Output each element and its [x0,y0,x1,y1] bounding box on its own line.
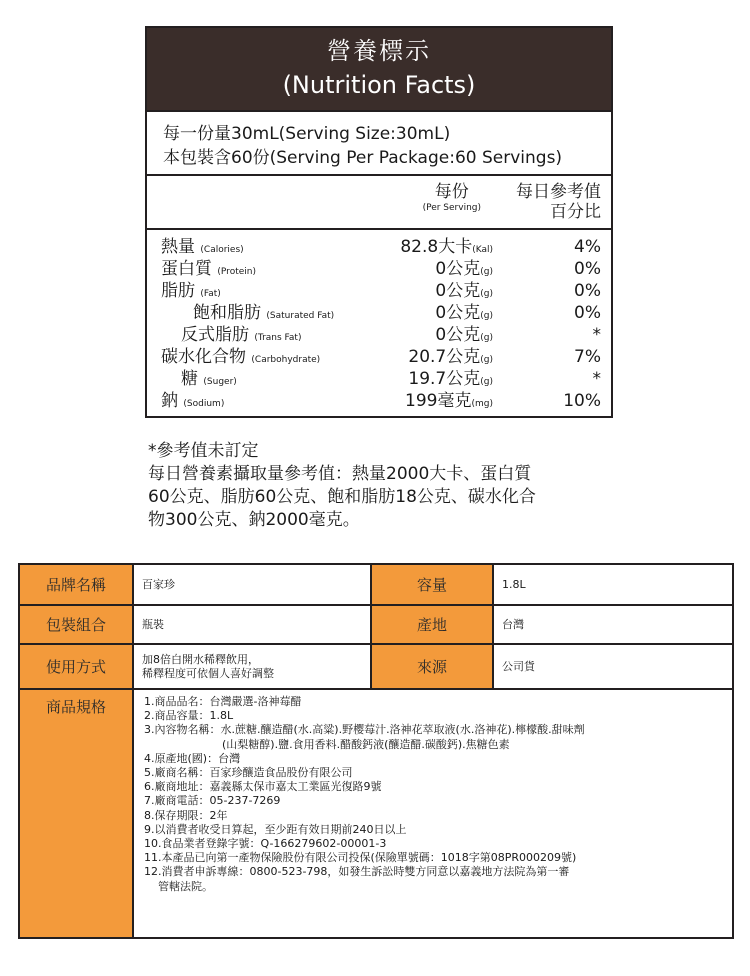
nutrient-dv: 0% [574,281,601,301]
daily-value-header [516,182,601,222]
note-line: *參考值未訂定 [148,441,259,461]
source-value: 公司貨 [493,644,733,689]
servings-per-package: 本包裝含60份(Serving Per Package:60 Servings) [163,148,563,168]
nutrient-dv: 7% [574,347,601,367]
nutrient-dv: * [592,325,601,345]
spec-line: 管轄法院。 [158,879,213,893]
nutrient-name: 熱量 (Calories) [161,237,244,257]
nutrient-amount: 0公克(g) [435,303,493,323]
brand-value: 百家珍 [133,564,371,605]
note-line: 每日營養素攝取量參考值：熱量2000大卡、蛋白質 [148,464,532,484]
nutrient-amount: 20.7公克(g) [408,347,493,367]
nutrition-header [147,28,611,112]
origin-value: 台灣 [493,605,733,644]
nutrient-amount: 199毫克(mg) [405,391,493,411]
nutrient-name: 碳水化合物 (Carbohydrate) [161,347,321,367]
nutrient-row-trans-fat [161,324,601,346]
nutrient-amount: 82.8大卡(Kal) [400,237,493,257]
nutrient-name: 鈉 (Sodium) [161,391,225,411]
nutrient-name: 脂肪 (Fat) [161,281,221,301]
nutrient-row-sodium [161,390,601,412]
spec-line: 12.消費者申訴專線：0800-523-798，如發生訴訟時雙方同意以嘉義地方法院為第一審 [144,865,570,879]
usage-value [133,644,371,689]
spec-line: 9.以消費者收受日算起，至少距有效日期前240日以上 [144,822,407,836]
nutrient-row-calories [161,236,601,258]
usage-line: 加8倍白開水稀釋飲用， [142,652,259,666]
nutrition-label [145,26,613,418]
spec-line: 3.內容物名稱：水.蔗糖.釀造醋(水.高粱).野樱莓汁.洛神花萃取液(水.洛神花).檸檬酸.甜味劑 [144,723,585,737]
spec-line: 11.本產品已向第一產物保險股份有限公司投保(保險單號碼：1018字第08PR000209號) [144,851,577,865]
per-serving-header-zh: 每份 [434,182,469,202]
capacity-label: 容量 [371,564,493,605]
origin-label: 產地 [371,605,493,644]
nutrient-name: 糖 (Suger) [181,369,237,389]
spec-line: 8.保存期限：2年 [144,808,228,822]
spec-value [133,689,733,938]
nutrient-row-protein [161,258,601,280]
spec-label: 商品規格 [19,689,133,938]
usage-line: 稀釋程度可依個人喜好調整 [142,666,274,680]
nutrition-title-en: (Nutrition Facts) [282,71,476,99]
nutrient-row-carbohydrate [161,346,601,368]
spec-line: 1.商品品名：台灣嚴選-洛神莓醋 [144,695,302,708]
capacity-value: 1.8L [493,564,733,605]
serving-info [147,112,611,176]
usage-label: 使用方式 [19,644,133,689]
brand-label: 品牌名稱 [19,564,133,605]
nutrition-title-zh: 營養標示 [327,37,431,65]
spec-line: (山梨糖醇).鹽.食用香料.醋酸鈣液(釀造醋.碳酸鈣).焦糖色素 [222,737,510,751]
column-headers [147,176,611,230]
nutrient-rows [147,230,611,416]
note-line: 60公克、脂肪60公克、飽和脂肪18公克、碳水化合 [148,487,536,507]
per-serving-header-en: (Per Serving) [422,203,481,213]
nutrition-note [148,440,618,532]
package-label: 包裝組合 [19,605,133,644]
nutrient-amount: 0公克(g) [435,259,493,279]
nutrient-amount: 0公克(g) [435,325,493,345]
spec-line: 4.原產地(國)：台灣 [144,751,241,765]
nutrient-name: 飽和脂肪 (Saturated Fat) [193,303,335,323]
spec-line: 6.廠商地址：嘉義縣太保市嘉太工業區光復路9號 [144,780,382,794]
spec-line: 2.商品容量：1.8L [144,709,234,723]
nutrient-row-fat [161,280,601,302]
daily-value-header-line2: 百分比 [550,202,601,222]
spec-line: 10.食品業者登錄字號：Q-166279602-00001-3 [144,837,387,851]
nutrient-dv: 0% [574,259,601,279]
spec-line: 7.廠商電話：05-237-7269 [144,794,281,808]
table-row [19,605,733,644]
table-row [19,689,733,938]
table-row [19,564,733,605]
source-label: 來源 [371,644,493,689]
table-row [19,644,733,689]
nutrient-amount: 19.7公克(g) [408,369,493,389]
package-value: 瓶裝 [133,605,371,644]
product-info-table [18,563,734,939]
daily-value-header-line1: 每日參考值 [516,182,601,202]
nutrient-amount: 0公克(g) [435,281,493,301]
nutrient-name: 反式脂肪 (Trans Fat) [181,325,302,345]
per-serving-header [423,182,481,214]
nutrient-row-sugar [161,368,601,390]
serving-size: 每一份量30mL(Serving Size:30mL) [163,124,451,144]
nutrient-dv: * [592,369,601,389]
nutrient-name: 蛋白質 (Protein) [161,259,256,279]
spec-line: 5.廠商名稱：百家珍釀造食品股份有限公司 [144,766,353,780]
nutrient-row-saturated-fat [161,302,601,324]
nutrient-dv: 0% [574,303,601,323]
note-line: 物300公克、鈉2000毫克。 [148,510,360,530]
nutrient-dv: 10% [563,391,601,411]
nutrient-dv: 4% [574,237,601,257]
